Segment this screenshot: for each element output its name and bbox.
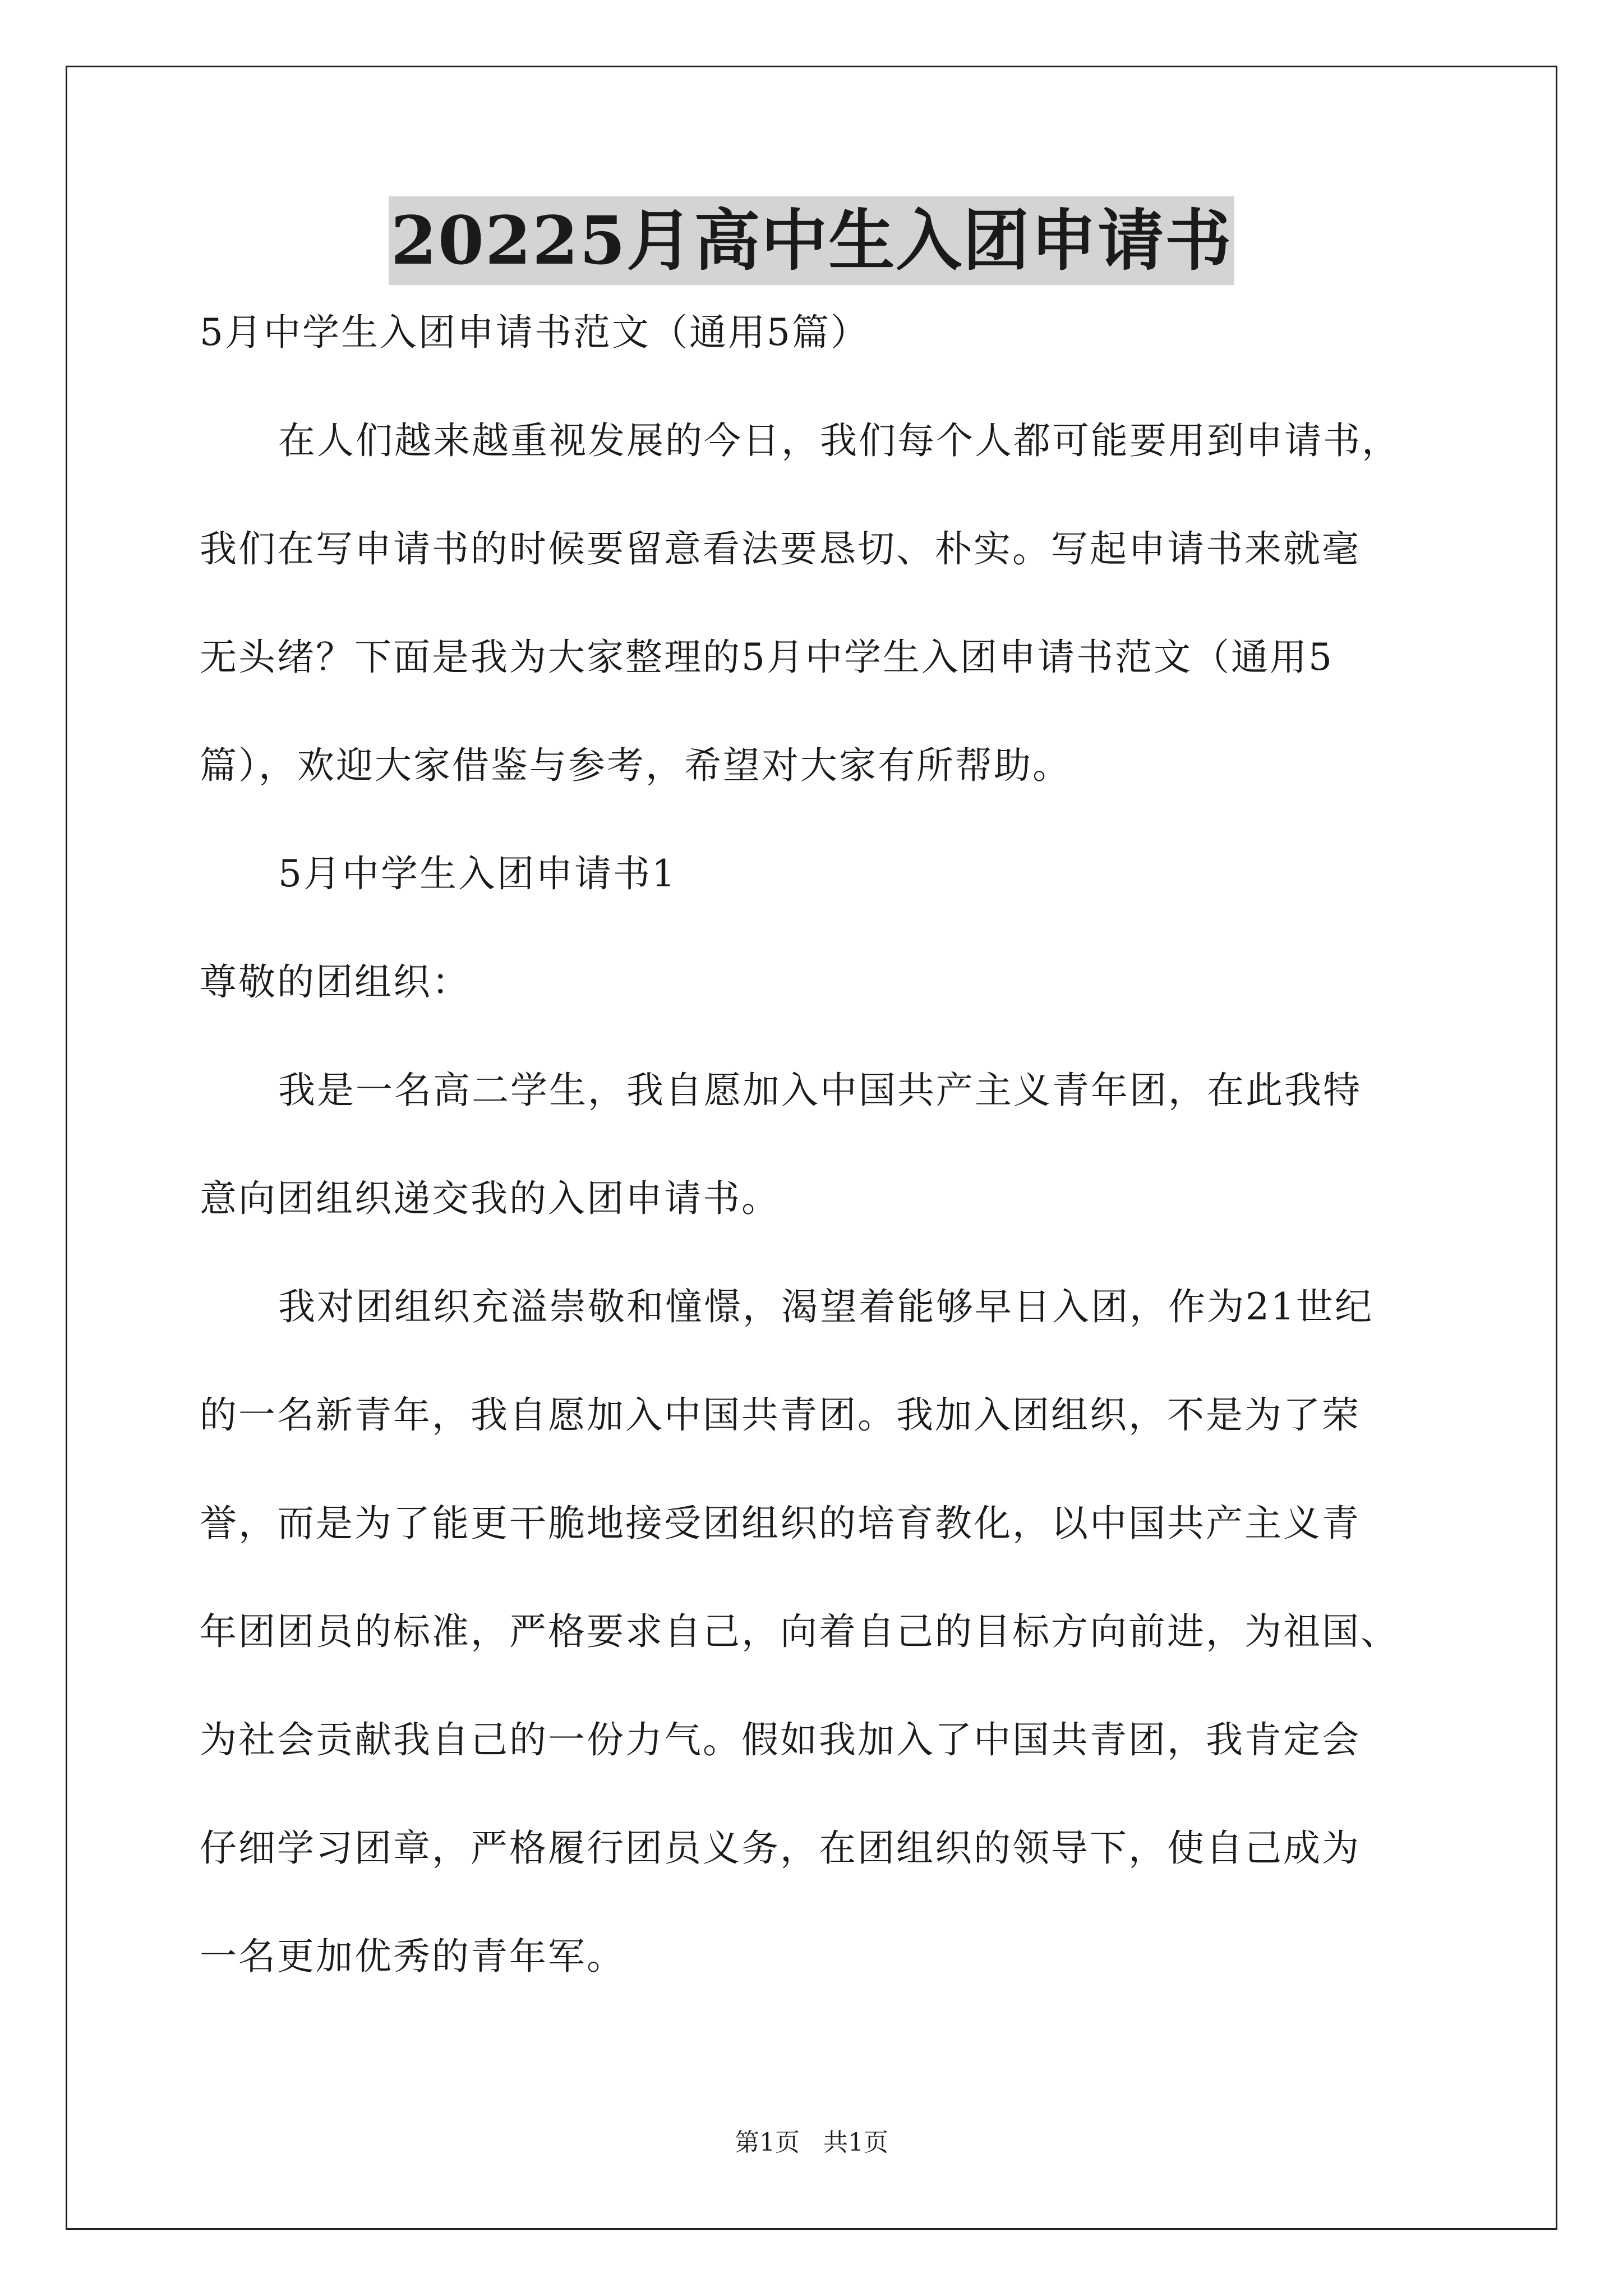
- paragraph-line: 在人们越来越重视发展的今日，我们每个人都可能要用到申请书，: [278, 419, 1400, 462]
- paragraph-line: 年团团员的标准，严格要求自己，向着自己的目标方向前进，为祖国、: [200, 1610, 1399, 1653]
- document-title: 20225月高中生入团申请书: [389, 196, 1235, 285]
- page-border: [66, 66, 1557, 2230]
- paragraph-line: 我们在写申请书的时候要留意看法要恳切、朴实。写起申请书来就毫: [200, 527, 1361, 570]
- paragraph-line: 一名更加优秀的青年军。: [200, 1935, 625, 1978]
- paragraph-line: 誉，而是为了能更干脆地接受团组织的培育教化，以中国共产主义青: [200, 1502, 1361, 1545]
- paragraph-line: 为社会贡献我自己的一份力气。假如我加入了中国共青团，我肯定会: [200, 1718, 1361, 1761]
- salutation: 尊敬的团组织：: [200, 960, 471, 1004]
- section-heading: 5月中学生入团申请书1: [278, 852, 677, 895]
- paragraph-line: 我是一名高二学生，我自愿加入中国共产主义青年团，在此我特: [278, 1069, 1362, 1112]
- paragraph-line: 意向团组织递交我的入团申请书。: [200, 1177, 780, 1220]
- paragraph-line: 无头绪？下面是我为大家整理的5月中学生入团申请书范文（通用5: [200, 636, 1334, 679]
- paragraph-line: 我对团组织充溢崇敬和憧憬，渴望着能够早日入团，作为21世纪: [278, 1285, 1373, 1328]
- paragraph-line: 篇），欢迎大家借鉴与参考，希望对大家有所帮助。: [200, 744, 1071, 787]
- page-footer: 第1页 共1页: [735, 2128, 888, 2157]
- paragraph-line: 仔细学习团章，严格履行团员义务，在团组织的领导下，使自己成为: [200, 1826, 1361, 1870]
- subtitle-line: 5月中学生入团申请书范文（通用5篇）: [200, 311, 869, 354]
- title-container: [0, 196, 1623, 285]
- paragraph-line: 的一名新青年，我自愿加入中国共青团。我加入团组织，不是为了荣: [200, 1393, 1361, 1437]
